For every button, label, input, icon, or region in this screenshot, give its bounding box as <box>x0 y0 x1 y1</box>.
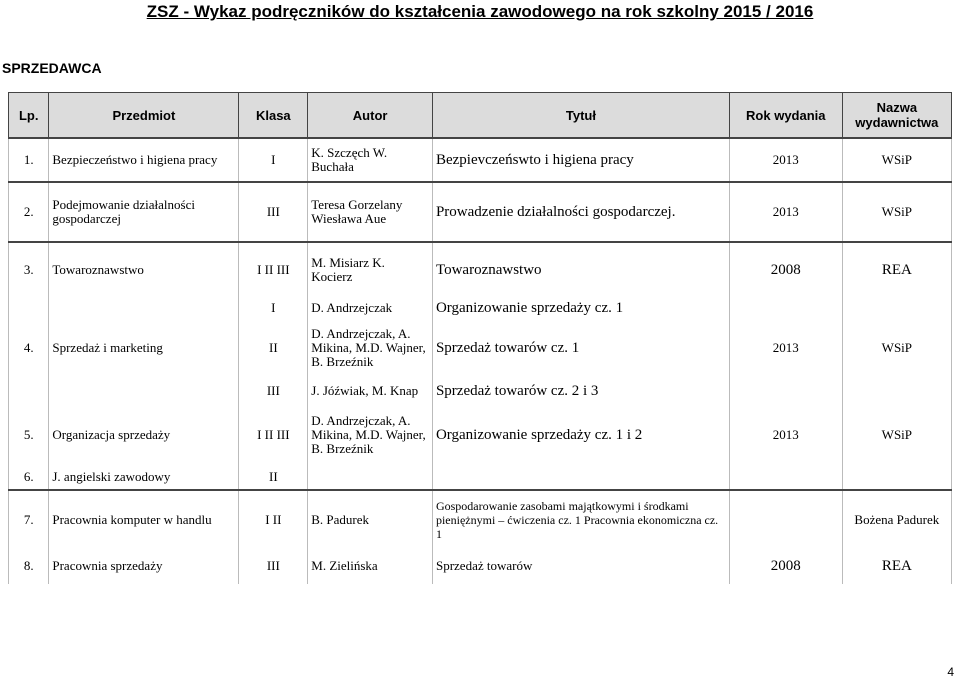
document-title: ZSZ - Wykaz podręczników do kształcenia zawodowego na rok szkolny 2015 / 2016 <box>146 2 814 21</box>
cell-author: D. Andrzejczak <box>308 296 433 320</box>
cell-lp <box>9 376 49 406</box>
cell-class: III <box>239 548 308 584</box>
cell-publisher: WSiP <box>842 138 951 182</box>
cell-author: B. Padurek <box>308 490 433 548</box>
cell-year <box>729 296 842 320</box>
cell-author: K. Szczęch W. Buchała <box>308 138 433 182</box>
cell-author: Teresa Gorzelany Wiesława Aue <box>308 182 433 242</box>
cell-publisher: WSiP <box>842 320 951 376</box>
cell-subject: Podejmowanie działalności gospodarczej <box>49 182 239 242</box>
cell-title: Gospodarowanie zasobami majątkowymi i środkami pieniężnymi – ćwiczenia cz. 1 Pracownia ekonomiczna cz. 1 <box>432 490 729 548</box>
cell-title: Towaroznawstwo <box>432 242 729 296</box>
cell-subject: Pracownia sprzedaży <box>49 548 239 584</box>
cell-lp: 6. <box>9 464 49 490</box>
table-row <box>9 548 952 584</box>
header-lp: Lp. <box>9 93 49 139</box>
table-row <box>9 138 952 182</box>
cell-class: I II III <box>239 242 308 296</box>
cell-lp: 1. <box>9 138 49 182</box>
cell-class: II <box>239 464 308 490</box>
cell-author: M. Zielińska <box>308 548 433 584</box>
cell-subject <box>49 376 239 406</box>
header-wydawnictwo: Nazwa wydawnictwa <box>842 93 951 139</box>
cell-year <box>729 464 842 490</box>
cell-publisher: REA <box>842 242 951 296</box>
cell-title: Organizowanie sprzedaży cz. 1 <box>432 296 729 320</box>
table-row <box>9 182 952 242</box>
cell-lp: 8. <box>9 548 49 584</box>
header-klasa: Klasa <box>239 93 308 139</box>
textbook-table <box>8 92 952 584</box>
cell-subject: Sprzedaż i marketing <box>49 320 239 376</box>
cell-lp: 2. <box>9 182 49 242</box>
cell-class: I <box>239 138 308 182</box>
cell-publisher: REA <box>842 548 951 584</box>
cell-title: Prowadzenie działalności gospodarczej. <box>432 182 729 242</box>
cell-subject <box>49 296 239 320</box>
table-row <box>9 490 952 548</box>
cell-class: III <box>239 376 308 406</box>
cell-subject: Pracownia komputer w handlu <box>49 490 239 548</box>
table-row <box>9 320 952 376</box>
cell-lp: 3. <box>9 242 49 296</box>
cell-year: 2013 <box>729 406 842 464</box>
page-number: 4 <box>947 665 954 679</box>
cell-lp: 4. <box>9 320 49 376</box>
cell-author: M. Misiarz K. Kocierz <box>308 242 433 296</box>
cell-class: I II III <box>239 406 308 464</box>
cell-author: D. Andrzejczak, A. Mikina, M.D. Wajner, B. Brzeźnik <box>308 320 433 376</box>
cell-class: II <box>239 320 308 376</box>
cell-publisher <box>842 464 951 490</box>
section-heading: SPRZEDAWCA <box>2 60 102 76</box>
cell-lp: 7. <box>9 490 49 548</box>
table-row <box>9 406 952 464</box>
table-row <box>9 464 952 490</box>
table-row <box>9 296 952 320</box>
cell-class: I II <box>239 490 308 548</box>
cell-lp <box>9 296 49 320</box>
header-row <box>9 93 952 139</box>
header-autor: Autor <box>308 93 433 139</box>
table-row <box>9 376 952 406</box>
cell-subject: Towaroznawstwo <box>49 242 239 296</box>
cell-subject: Bezpieczeństwo i higiena pracy <box>49 138 239 182</box>
cell-publisher <box>842 296 951 320</box>
header-rok: Rok wydania <box>729 93 842 139</box>
cell-year <box>729 376 842 406</box>
cell-title: Sprzedaż towarów cz. 2 i 3 <box>432 376 729 406</box>
cell-year: 2013 <box>729 138 842 182</box>
cell-author: D. Andrzejczak, A. Mikina, M.D. Wajner, B. Brzeźnik <box>308 406 433 464</box>
cell-subject: Organizacja sprzedaży <box>49 406 239 464</box>
cell-subject: J. angielski zawodowy <box>49 464 239 490</box>
cell-title <box>432 464 729 490</box>
cell-year <box>729 490 842 548</box>
cell-author <box>308 464 433 490</box>
cell-year: 2013 <box>729 182 842 242</box>
cell-title: Bezpievczeńswto i higiena pracy <box>432 138 729 182</box>
cell-lp: 5. <box>9 406 49 464</box>
cell-publisher: Bożena Padurek <box>842 490 951 548</box>
cell-year: 2008 <box>729 548 842 584</box>
cell-title: Organizowanie sprzedaży cz. 1 i 2 <box>432 406 729 464</box>
header-tytul: Tytuł <box>432 93 729 139</box>
cell-year: 2008 <box>729 242 842 296</box>
cell-publisher: WSiP <box>842 406 951 464</box>
cell-title: Sprzedaż towarów <box>432 548 729 584</box>
cell-publisher <box>842 376 951 406</box>
cell-year: 2013 <box>729 320 842 376</box>
header-przedmiot: Przedmiot <box>49 93 239 139</box>
cell-class: I <box>239 296 308 320</box>
cell-title: Sprzedaż towarów cz. 1 <box>432 320 729 376</box>
table-row <box>9 242 952 296</box>
cell-author: J. Jóźwiak, M. Knap <box>308 376 433 406</box>
cell-publisher: WSiP <box>842 182 951 242</box>
cell-class: III <box>239 182 308 242</box>
